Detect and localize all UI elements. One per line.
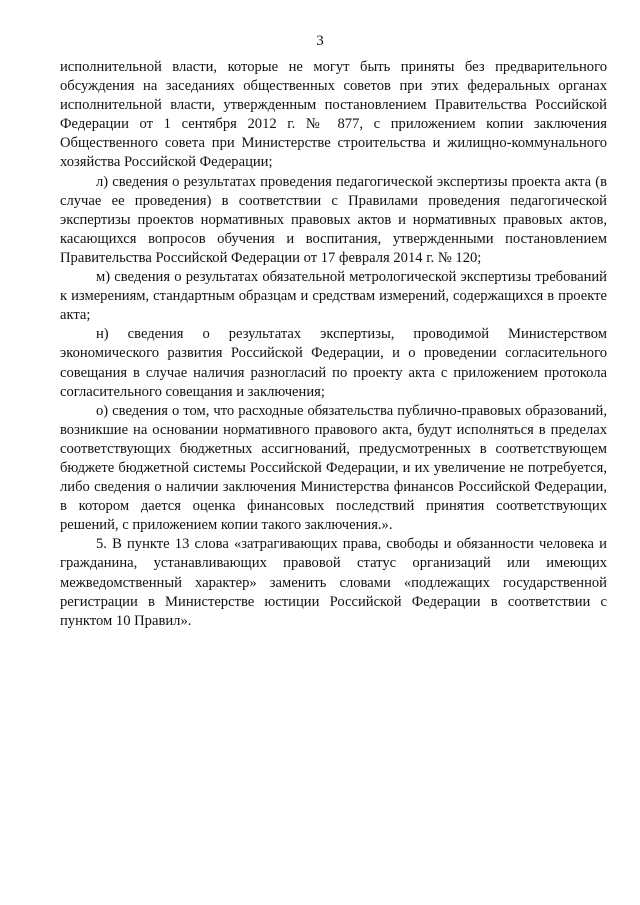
paragraph-point-5: 5. В пункте 13 слова «затрагивающих права, свободы и обязанности человека и гражданина, устанавливающих правовой статус организаций или имеющих межведомственный характер» заменить словами «подлежащих государственной регистрации в Министерстве юстиции Российской Федерации в соответствии с пунктом 10 Правил». — [60, 536, 607, 629]
paragraph-item-m: м) сведения о результатах обязательной метрологической экспертизы требований к измерениям, стандартным образцам и средствам измерений, содержащихся в проекте акта; — [60, 269, 607, 324]
page-number: 3 — [316, 33, 324, 49]
document-body — [60, 58, 607, 631]
paragraph-continuation: исполнительной власти, которые не могут быть приняты без предварительного обсуждения на заседаниях общественных советов при этих федеральных органах исполнительной власти, утвержденным постановлением Правительства Российской Федерации от 1 сентября 2012 г. № 877, с приложением копии заключения Общественного совета при Министерстве строительства и жилищно-коммунального хозяйства Российской Федерации; — [60, 59, 607, 171]
paragraph-item-o: о) сведения о том, что расходные обязательства публично-правовых образований, возникшие на основании нормативного правового акта, будут исполняться в пределах соответствующих бюджетных ассигнований, предусмотренных в соответствующем бюджете бюджетной системы Российской Федерации, и их увеличение не потребуется, либо сведения о наличии заключения Министерства финансов Российской Федерации, в котором дается оценка финансовых последствий принятия соответствующих решений, с приложением копии такого заключения.». — [60, 402, 607, 534]
paragraph-item-l: л) сведения о результатах проведения педагогической экспертизы проекта акта (в случае ее проведения) в соответствии с Правилами проведения педагогической экспертизы проектов нормативных правовых актов и нормативных правовых актов, касающихся вопросов обучения и воспитания, утвержденными постановлением Правительства Российской Федерации от 17 февраля 2014 г. № 120; — [60, 173, 607, 266]
paragraph-item-n: н) сведения о результатах экспертизы, проводимой Министерством экономического развития Российской Федерации, и о проведении согласительного совещания в случае наличия разногласий по проекту акта с приложением протокола согласительного совещания и заключения; — [60, 326, 607, 400]
